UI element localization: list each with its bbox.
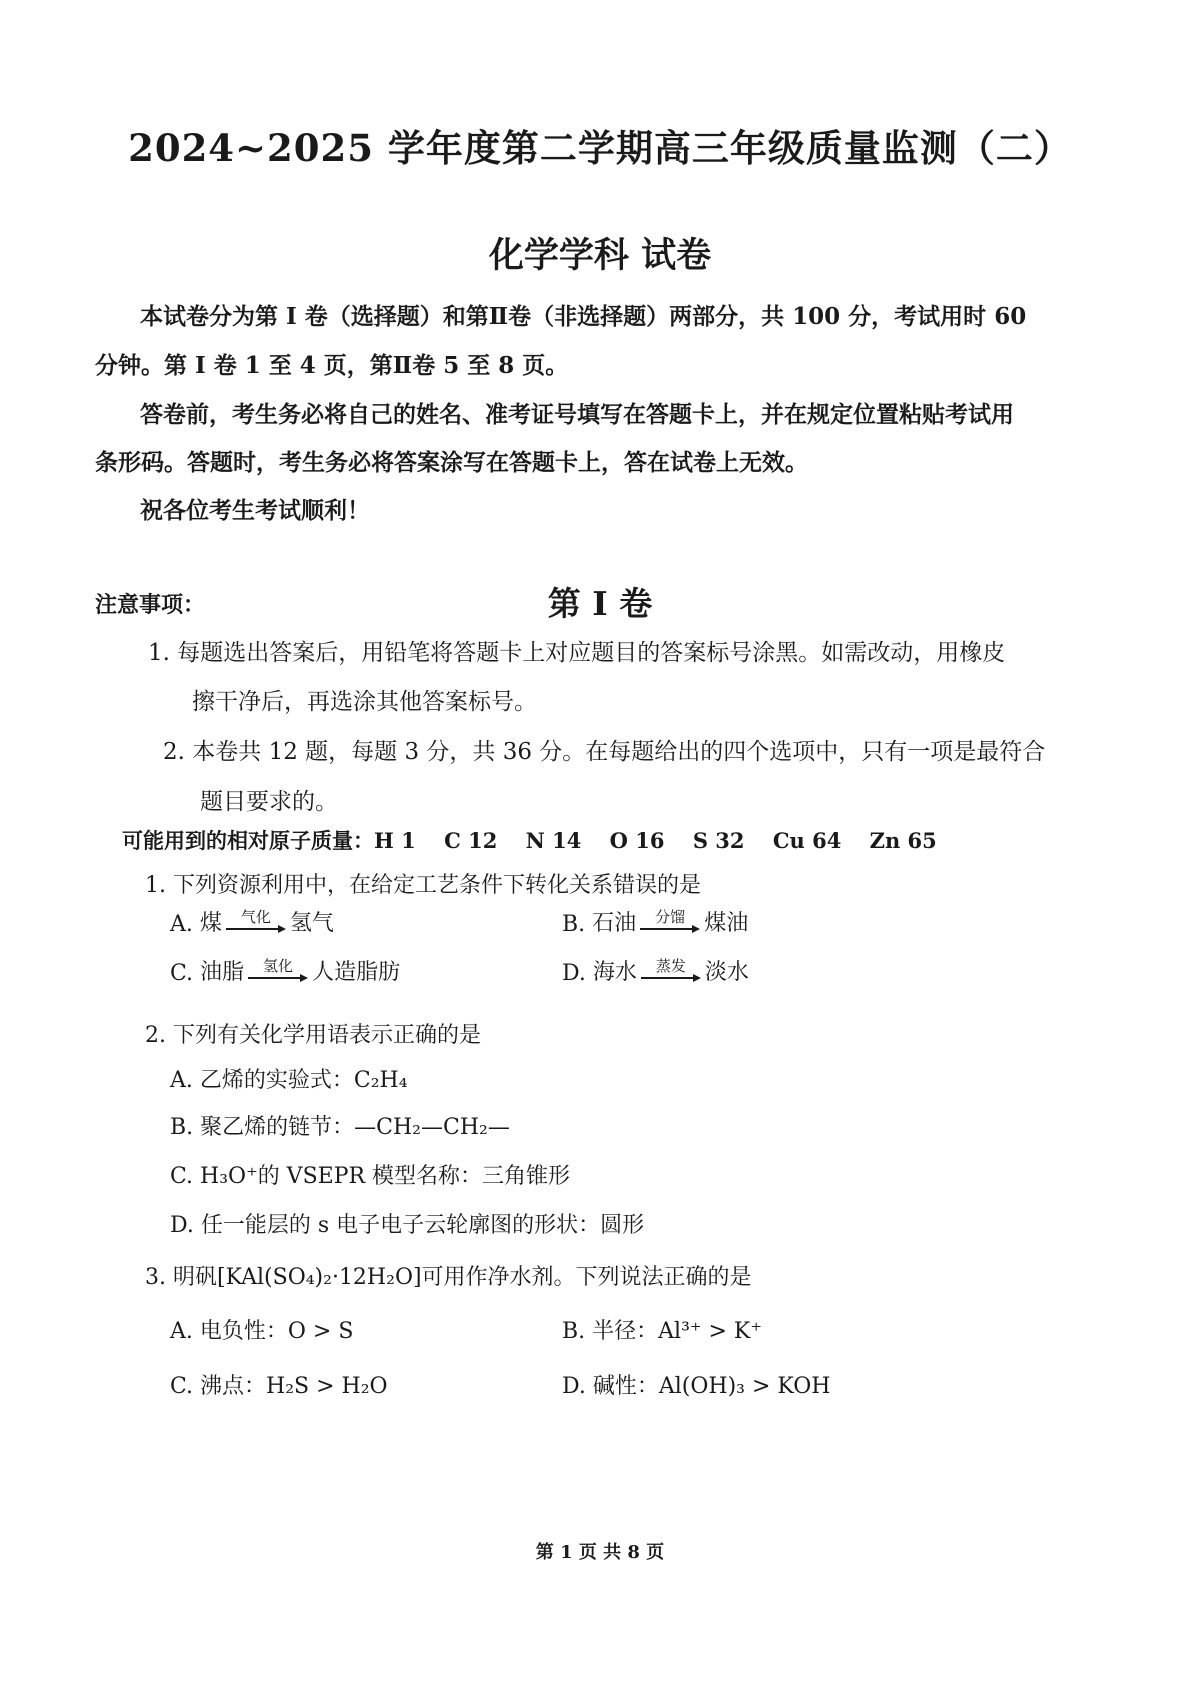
question-1-option-b [562,906,748,937]
intro-line-4: 条形码。答题时，考生务必将答案涂写在答题卡上，答在试卷上无效。 [95,449,808,476]
reaction-condition: 气化 [240,908,271,926]
question-2-option-a: A. 乙烯的实验式：C₂H₄ [170,1068,408,1093]
note-2-line-1: 2. 本卷共 12 题，每题 3 分，共 36 分。在每题给出的四个选项中，只有一项是最符合 [163,739,1046,765]
question-1-option-c [170,955,400,986]
exam-subtitle: 化学学科 试卷 [488,235,712,276]
product: 氢气 [289,911,334,936]
product: 淡水 [704,960,749,985]
reaction-arrow [640,909,700,933]
arrow-right-icon [640,925,700,933]
question-2-option-c: C. H₃O⁺的 VSEPR 模型名称：三角锥形 [170,1164,571,1189]
question-3-option-a: A. 电负性：O > S [170,1319,354,1344]
arrow-right-icon [226,925,286,933]
notes-heading: 注意事项： [95,592,206,618]
question-3-option-c: C. 沸点：H₂S > H₂O [170,1374,388,1399]
reaction-condition: 氢化 [263,957,294,975]
atomic-masses: 可能用到的相对原子质量：H 1 C 12 N 14 O 16 S 32 Cu 64 Zn 65 [122,828,937,853]
reactant: 煤 [199,911,222,936]
intro-line-2: 分钟。第 I 卷 1 至 4 页，第Ⅱ卷 5 至 8 页。 [95,352,569,379]
reaction-arrow [226,909,286,933]
arrow-right-icon [641,974,701,982]
question-2-option-b: B. 聚乙烯的链节：—CH₂—CH₂— [170,1115,510,1140]
product: 人造脂肪 [312,960,401,985]
question-2-stem: 2. 下列有关化学用语表示正确的是 [145,1023,481,1048]
reaction-condition: 蒸发 [655,957,686,975]
question-3-option-d: D. 碱性：Al(OH)₃ > KOH [562,1374,831,1399]
note-2-line-2: 题目要求的。 [200,789,338,815]
reactant: 石油 [592,911,637,936]
question-1-stem: 1. 下列资源利用中，在给定工艺条件下转化关系错误的是 [145,873,701,898]
note-1-line-1: 1. 每题选出答案后，用铅笔将答题卡上对应题目的答案标号涂黑。如需改动，用橡皮 [148,640,1006,666]
option-letter: A. [170,912,193,937]
reaction-condition: 分馏 [655,908,686,926]
question-2-option-d: D. 任一能层的 s 电子电子云轮廓图的形状：圆形 [170,1213,645,1238]
option-letter: B. [562,912,586,937]
question-3-option-b: B. 半径：Al³⁺ > K⁺ [562,1319,762,1344]
note-1-line-2: 擦干净后，再选涂其他答案标号。 [192,689,537,715]
question-1-option-a [170,906,334,937]
reaction-arrow [641,958,701,982]
intro-line-5: 祝各位考生考试顺利！ [140,497,370,524]
intro-line-1: 本试卷分为第 I 卷（选择题）和第Ⅱ卷（非选择题）两部分，共 100 分，考试用时 60 [140,303,1027,330]
reactant: 油脂 [200,960,245,985]
page-footer: 第 1 页 共 8 页 [535,1542,665,1563]
intro-line-3: 答卷前，考生务必将自己的姓名、准考证号填写在答题卡上，并在规定位置粘贴考试用 [140,401,1014,428]
reactant: 海水 [592,960,637,985]
arrow-right-icon [248,974,308,982]
exam-title: 2024~2025 学年度第二学期高三年级质量监测（二） [128,126,1072,170]
option-letter: D. [562,961,586,986]
product: 煤油 [704,911,749,936]
option-letter: C. [170,961,194,986]
question-3-stem: 3. 明矾[KAl(SO₄)₂·12H₂O]可用作净水剂。下列说法正确的是 [145,1265,752,1290]
reaction-arrow [248,958,308,982]
question-1-option-d [562,955,749,986]
section-title: 第 I 卷 [547,584,653,623]
